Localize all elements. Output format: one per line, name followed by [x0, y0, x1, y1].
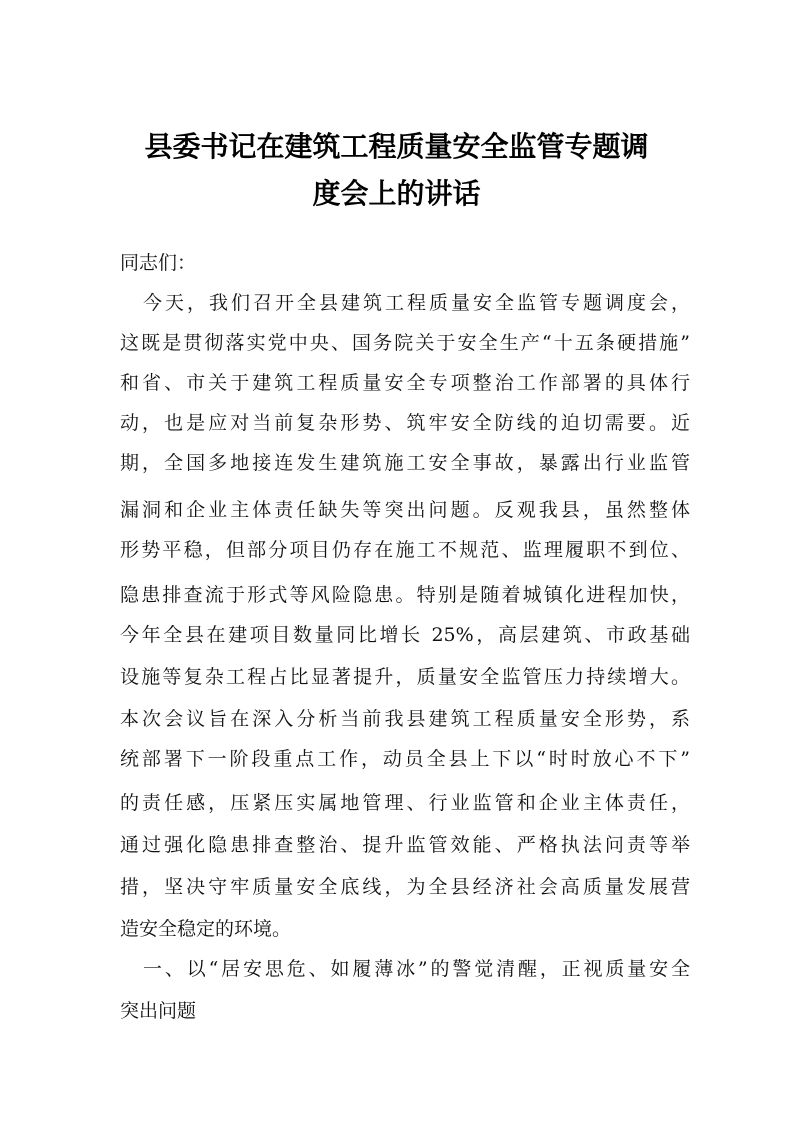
- paragraph-line: 形势平稳，但部分项目仍存在施工不规范、监理履职不到位、: [120, 539, 690, 561]
- paragraph-line: 通过强化隐患排查整治、提升监管效能、严格执法问责等举: [120, 834, 690, 856]
- document-title-line-1: 县委书记在建筑工程质量安全监管专题调: [144, 130, 649, 163]
- paragraph-line: 今年全县在建项目数量同比增长 25%，高层建筑、市政基础: [120, 624, 690, 646]
- paragraph-line: 措，坚决守牢质量安全底线，为全县经济社会高质量发展营: [120, 876, 690, 898]
- paragraph-line: 造安全稳定的环境。: [120, 918, 292, 940]
- salutation: 同志们：: [120, 252, 197, 274]
- paragraph-line: 本次会议旨在深入分析当前我县建筑工程质量安全形势，系: [120, 708, 690, 730]
- document-title-line-2: 度会上的讲话: [312, 177, 481, 210]
- paragraph-line: 这既是贯彻落实党中央、国务院关于安全生产“十五条硬措施”: [120, 332, 690, 354]
- paragraph-line: 期，全国多地接连发生建筑施工安全事故，暴露出行业监管: [120, 452, 690, 474]
- paragraph-line: 动，也是应对当前复杂形势、筑牢安全防线的迫切需要。近: [120, 412, 690, 434]
- section-heading-line-2: 突出问题: [120, 1000, 197, 1022]
- paragraph-line: 设施等复杂工程占比显著提升，质量安全监管压力持续增大。: [120, 666, 690, 688]
- paragraph-line: 统部署下一阶段重点工作，动员全县上下以“时时放心不下”: [120, 748, 690, 770]
- paragraph-line: 漏洞和企业主体责任缺失等突出问题。反观我县，虽然整体: [120, 499, 690, 521]
- section-heading-line-1: 一、以“居安思危、如履薄冰”的警觉清醒，正视质量安全: [143, 958, 690, 980]
- paragraph-line: 今天，我们召开全县建筑工程质量安全监管专题调度会，: [143, 292, 690, 314]
- paragraph-line: 隐患排查流于形式等风险隐患。特别是随着城镇化进程加快，: [120, 584, 690, 606]
- paragraph-line: 和省、市关于建筑工程质量安全专项整治工作部署的具体行: [120, 372, 690, 394]
- paragraph-line: 的责任感，压紧压实属地管理、行业监管和企业主体责任，: [120, 792, 690, 814]
